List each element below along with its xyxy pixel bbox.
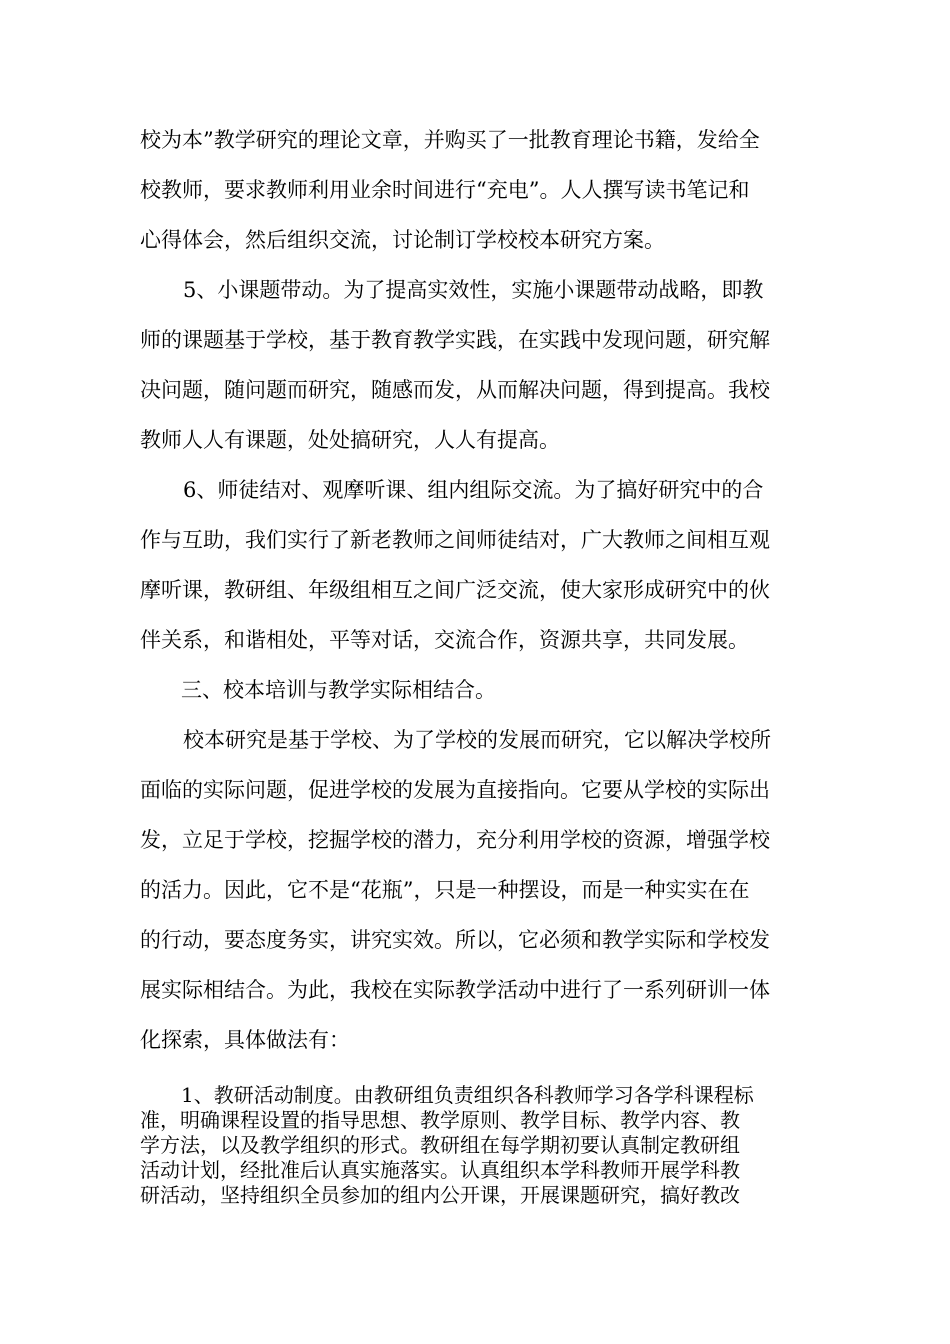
text-line: 5、小课题带动。为了提高实效性，实施小课题带动战略，即教 <box>183 278 764 302</box>
text-line: 校本研究是基于学校、为了学校的发展而研究，它以解决学校所 <box>183 728 771 752</box>
text-line: 研活动，坚持组织全员参加的组内公开课，开展课题研究，搞好教改 <box>140 1183 740 1207</box>
text-line: 的行动，要态度务实，讲究实效。所以，它必须和教学实际和学校发 <box>140 928 770 952</box>
text-line: 展实际相结合。为此，我校在实际教学活动中进行了一系列研训一体 <box>140 978 770 1002</box>
section-heading: 三、校本培训与教学实际相结合。 <box>181 678 496 702</box>
text-line: 作与互助，我们实行了新老教师之间师徒结对，广大教师之间相互观 <box>140 528 770 552</box>
text-line: 学方法，以及教学组织的形式。教研组在每学期初要认真制定教研组 <box>140 1133 740 1157</box>
text-line: 准，明确课程设置的指导思想、教学原则、教学目标、教学内容、教 <box>140 1108 740 1132</box>
text-line: 活动计划，经批准后认真实施落实。认真组织本学科教师开展学科教 <box>140 1158 740 1182</box>
text-line: 心得体会，然后组织交流，讨论制订学校校本研究方案。 <box>140 228 665 252</box>
text-line: 的活力。因此，它不是“花瓶”，只是一种摆设，而是一种实实在在 <box>140 878 750 902</box>
text-line: 教师人人有课题，处处搞研究，人人有提高。 <box>140 428 560 452</box>
text-line: 校教师，要求教师利用业余时间进行“充电”。人人撰写读书笔记和 <box>140 178 750 202</box>
text-line: 6、师徒结对、观摩听课、组内组际交流。为了搞好研究中的合 <box>183 478 764 502</box>
text-line: 伴关系，和谐相处，平等对话，交流合作，资源共享，共同发展。 <box>140 628 749 652</box>
text-line: 师的课题基于学校，基于教育教学实践，在实践中发现问题，研究解 <box>140 328 770 352</box>
text-line: 发，立足于学校，挖掘学校的潜力，充分利用学校的资源，增强学校 <box>140 828 770 852</box>
text-line: 校为本”教学研究的理论文章，并购买了一批教育理论书籍，发给全 <box>140 128 760 152</box>
text-line: 化探索，具体做法有： <box>140 1028 350 1052</box>
text-line: 摩听课，教研组、年级组相互之间广泛交流，使大家形成研究中的伙 <box>140 578 770 602</box>
text-line: 决问题，随问题而研究，随感而发，从而解决问题，得到提高。我校 <box>140 378 770 402</box>
text-line: 1、教研活动制度。由教研组负责组织各科教师学习各学科课程标 <box>181 1083 754 1107</box>
text-line: 面临的实际问题，促进学校的发展为直接指向。它要从学校的实际出 <box>140 778 770 802</box>
